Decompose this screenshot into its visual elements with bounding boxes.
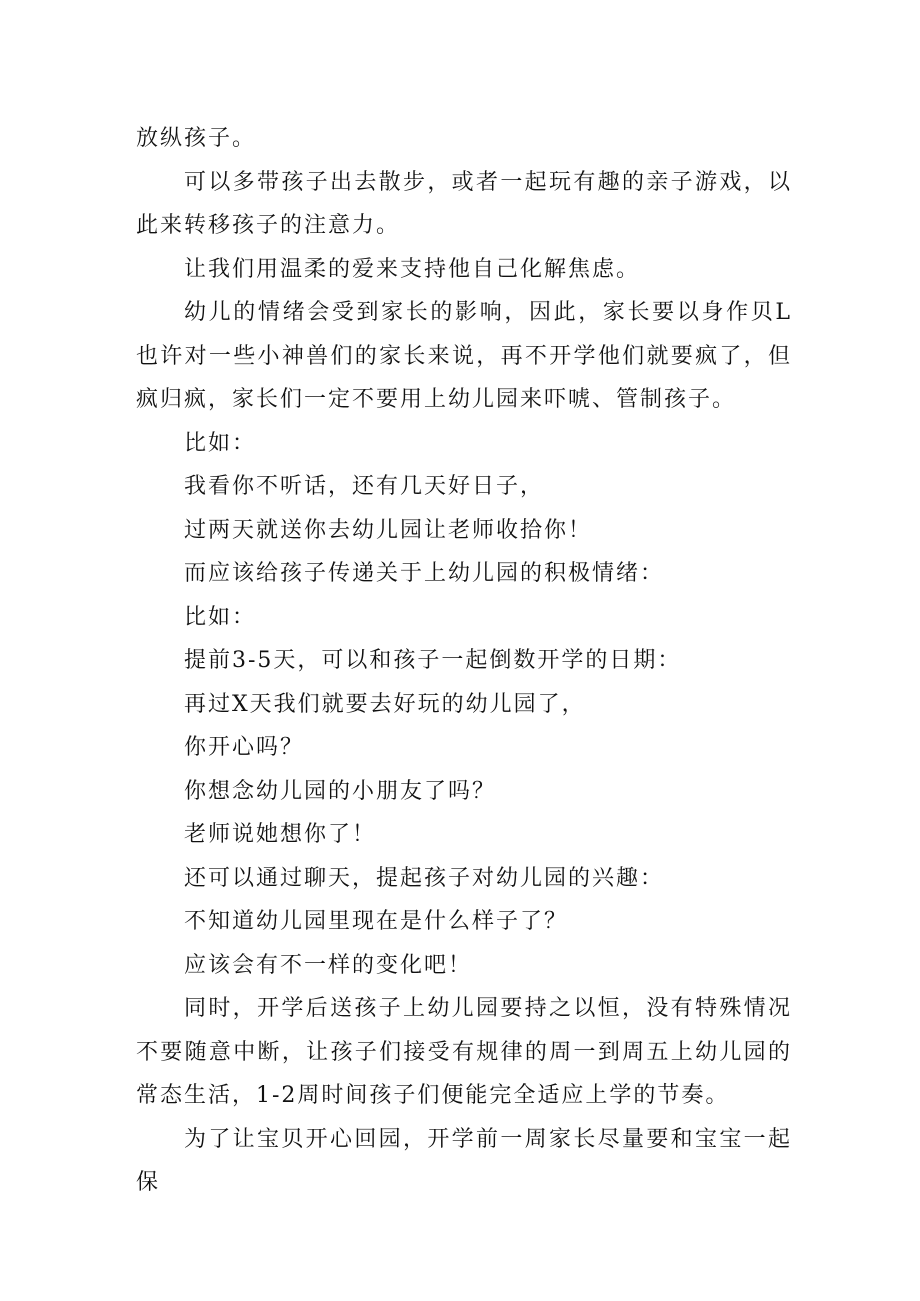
paragraph-8: 而应该给孩子传递关于上幼儿园的积极情绪： [184,561,665,586]
document-body [136,117,792,1205]
paragraph-9: 比如： [184,604,257,630]
paragraph-17: 应该会有不一样的变化吧！ [184,952,473,978]
paragraph-5: 比如： [184,430,257,456]
paragraph-6: 我看你不听话，还有几天好日子， [184,474,545,499]
paragraph-12: 你开心吗？ [184,735,305,760]
paragraph-11: 再过X天我们就要去好玩的幼儿园了， [184,691,586,717]
paragraph-16: 不知道幼儿园里现在是什么样子了？ [184,909,569,934]
paragraph-1: 放纵孩子。 [136,126,257,151]
paragraph-4: 幼儿的情绪会受到家长的影响，因此，家长要以身作贝L也许对一些小神兽们的家长来说，再不开学他们就要疯了，但疯归疯，家长们一定不要用上幼儿园来吓唬、管制孩子。 [136,300,792,412]
paragraph-10: 提前3-5天，可以和孩子一起倒数开学的日期： [184,648,682,673]
paragraph-19: 为了让宝贝开心回园，开学前一周家长尽量要和宝宝一起保 [136,1126,792,1195]
paragraph-3: 让我们用温柔的爱来支持他自己化解焦虑。 [184,256,641,282]
paragraph-15: 还可以通过聊天，提起孩子对幼儿园的兴趣： [184,865,665,891]
paragraph-18: 同时，开学后送孩子上幼儿园要持之以恒，没有特殊情况不要随意中断，让孩子们接受有规律的周一到周五上幼儿园的常态生活，1-2周时间孩子们便能完全适应上学的节奏。 [136,996,792,1108]
paragraph-7: 过两天就送你去幼儿园让老师收拾你！ [184,517,593,543]
paragraph-13: 你想念幼儿园的小朋友了吗？ [184,778,497,804]
paragraph-2: 可以多带孩子出去散步，或者一起玩有趣的亲子游戏，以此来转移孩子的注意力。 [136,169,792,238]
paragraph-14: 老师说她想你了！ [184,822,377,847]
